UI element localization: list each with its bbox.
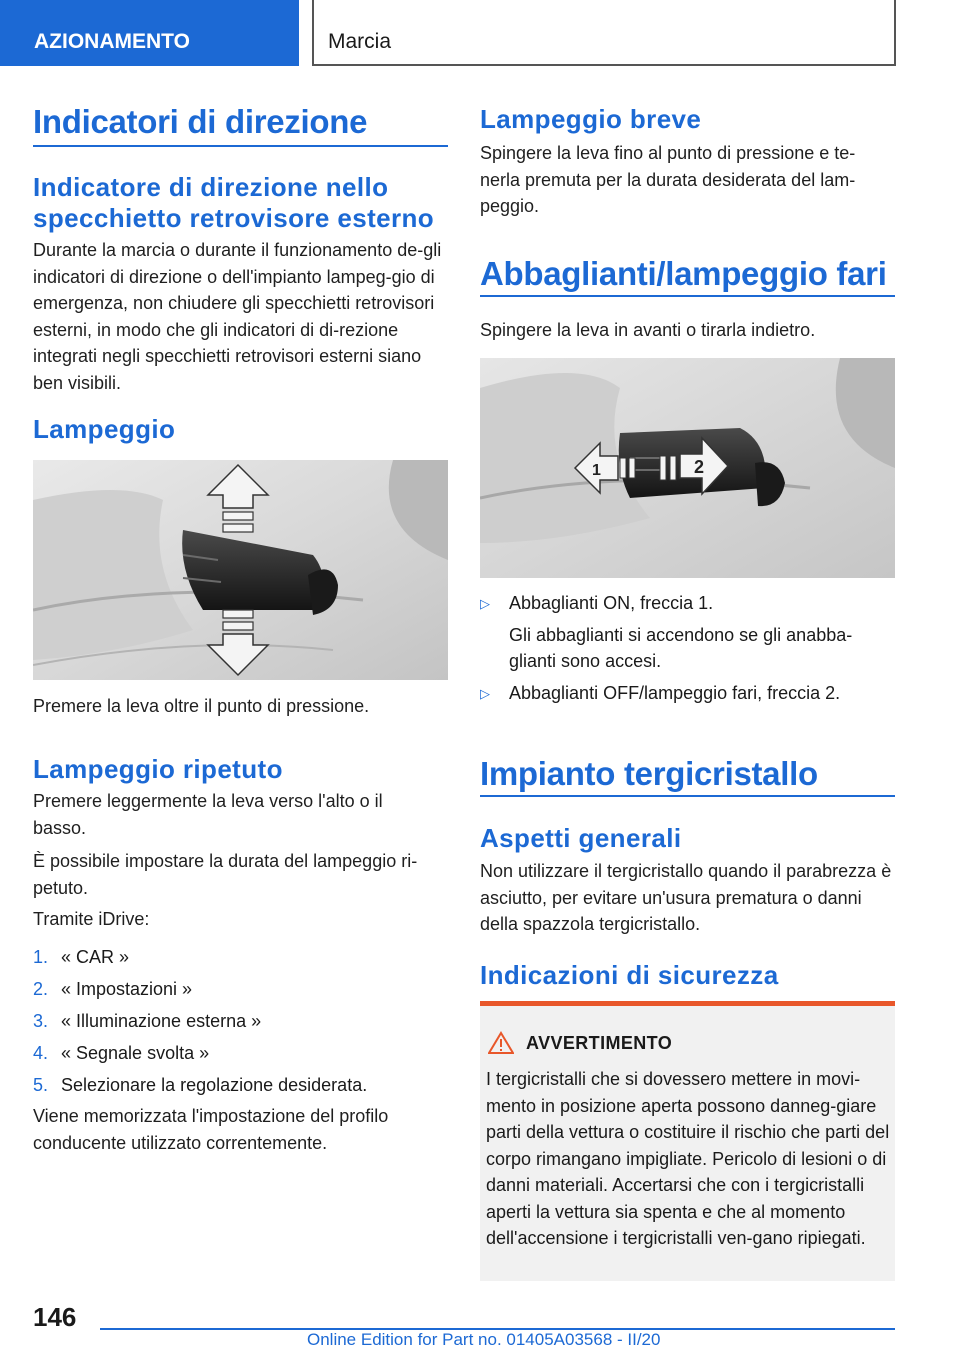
page-number: 146	[33, 1302, 77, 1332]
chapter-title: Marcia	[312, 0, 896, 66]
bullet-text: Abbaglianti ON, freccia 1.	[509, 593, 714, 613]
heading-general: Aspetti generali	[480, 823, 682, 853]
step-text: Selezionare la regolazione desiderata.	[61, 1075, 368, 1095]
bullet-subtext-text: Gli abbaglianti si accendono se gli anabba-glianti sono accesi.	[509, 625, 853, 671]
triangle-bullet-icon: ▷	[480, 686, 490, 701]
repeat-paragraph-4: Viene memorizzata l'impostazione del profilo conducente utilizzato correntemente.	[33, 1106, 389, 1153]
step-number: 2.	[33, 979, 49, 999]
step-number: 4.	[33, 1043, 49, 1063]
flash-caption: Premere la leva oltre il punto di pressione.	[33, 696, 370, 716]
heading-high-beam: Abbaglianti/lampeggio fari	[480, 255, 887, 292]
heading-rule	[480, 295, 895, 297]
heading-line: Indicatore di direzione nello	[33, 172, 389, 202]
arrow-2-label: 2	[694, 457, 705, 477]
repeat-paragraph-3: Tramite iDrive:	[33, 909, 150, 929]
arrow-1-label: 1	[592, 462, 601, 479]
step-text: « Impostazioni »	[61, 979, 193, 999]
step-number: 1.	[33, 947, 49, 967]
repeat-paragraph-2: È possibile impostare la durata del lampeggio ri-petuto.	[33, 851, 418, 898]
mirror-paragraph: Durante la marcia o durante il funzionamento de-gli indicatori di direzione o dell'impianto lampeg-gio di emergenza, non chiudere gli specchietti retrovisori esterni, in modo che gli indicatori di di-rezione integrati negli specchietti retrovisori esterni siano ben visibili.	[33, 240, 442, 393]
heading-line: specchietto retrovisore esterno	[33, 203, 435, 233]
warning-text: I tergicristalli che si dovessero mettere in movi-mento in posizione aperta possono danneg-giare parti della vettura o costituire il rischio che parti del corpo rimangano impigliate. Pericolo di lesioni o di danni materiali. Accertarsi che con i tergicristalli aperti la vettura sia spenta e che al momento dell'accensione i tergicristalli ven-gano ripiegati.	[486, 1069, 890, 1248]
heading-mirror-signal	[33, 172, 434, 234]
heading-short-flash: Lampeggio breve	[480, 104, 702, 134]
step-text: « Segnale svolta »	[61, 1043, 210, 1063]
lever-up-down-figure	[33, 460, 448, 680]
general-paragraph: Non utilizzare il tergicristallo quando il parabrezza è asciutto, per evitare un'usura prematura o danni della spazzola tergicristallo.	[480, 861, 892, 934]
heading-wiper: Impianto tergicristallo	[480, 755, 818, 792]
warning-title: AVVERTIMENTO	[526, 1033, 673, 1053]
short-flash-paragraph: Spingere la leva fino al punto di pressione e te-nerla premuta per la durata desiderata del lam-peggio.	[480, 143, 856, 216]
heading-safety: Indicazioni di sicurezza	[480, 960, 779, 990]
heading-turn-signals: Indicatori di direzione	[33, 103, 368, 140]
bullet-text: Abbaglianti OFF/lampeggio fari, freccia 2.	[509, 683, 841, 703]
triangle-bullet-icon: ▷	[480, 596, 490, 611]
lever-illustration	[480, 358, 895, 578]
high-beam-paragraph: Spingere la leva in avanti o tirarla indietro.	[480, 320, 816, 340]
heading-repeat-flash: Lampeggio ripetuto	[33, 754, 283, 784]
step-text: « Illuminazione esterna »	[61, 1011, 262, 1031]
step-number: 5.	[33, 1075, 49, 1095]
repeat-paragraph-1: Premere leggermente la leva verso l'alto o il basso.	[33, 791, 383, 838]
heading-rule	[480, 795, 895, 797]
warning-box	[480, 1001, 895, 1281]
step-text: « CAR »	[61, 947, 130, 967]
warning-triangle-icon	[488, 1031, 514, 1055]
heading-rule	[33, 145, 448, 147]
lever-illustration	[33, 460, 448, 680]
section-tab: AZIONAMENTO	[0, 0, 299, 66]
step-number: 3.	[33, 1011, 49, 1031]
heading-flash: Lampeggio	[33, 414, 176, 444]
edition-note: Online Edition for Part no. 01405A03568 - II/20	[307, 1330, 661, 1349]
lever-forward-back-figure	[480, 358, 895, 578]
